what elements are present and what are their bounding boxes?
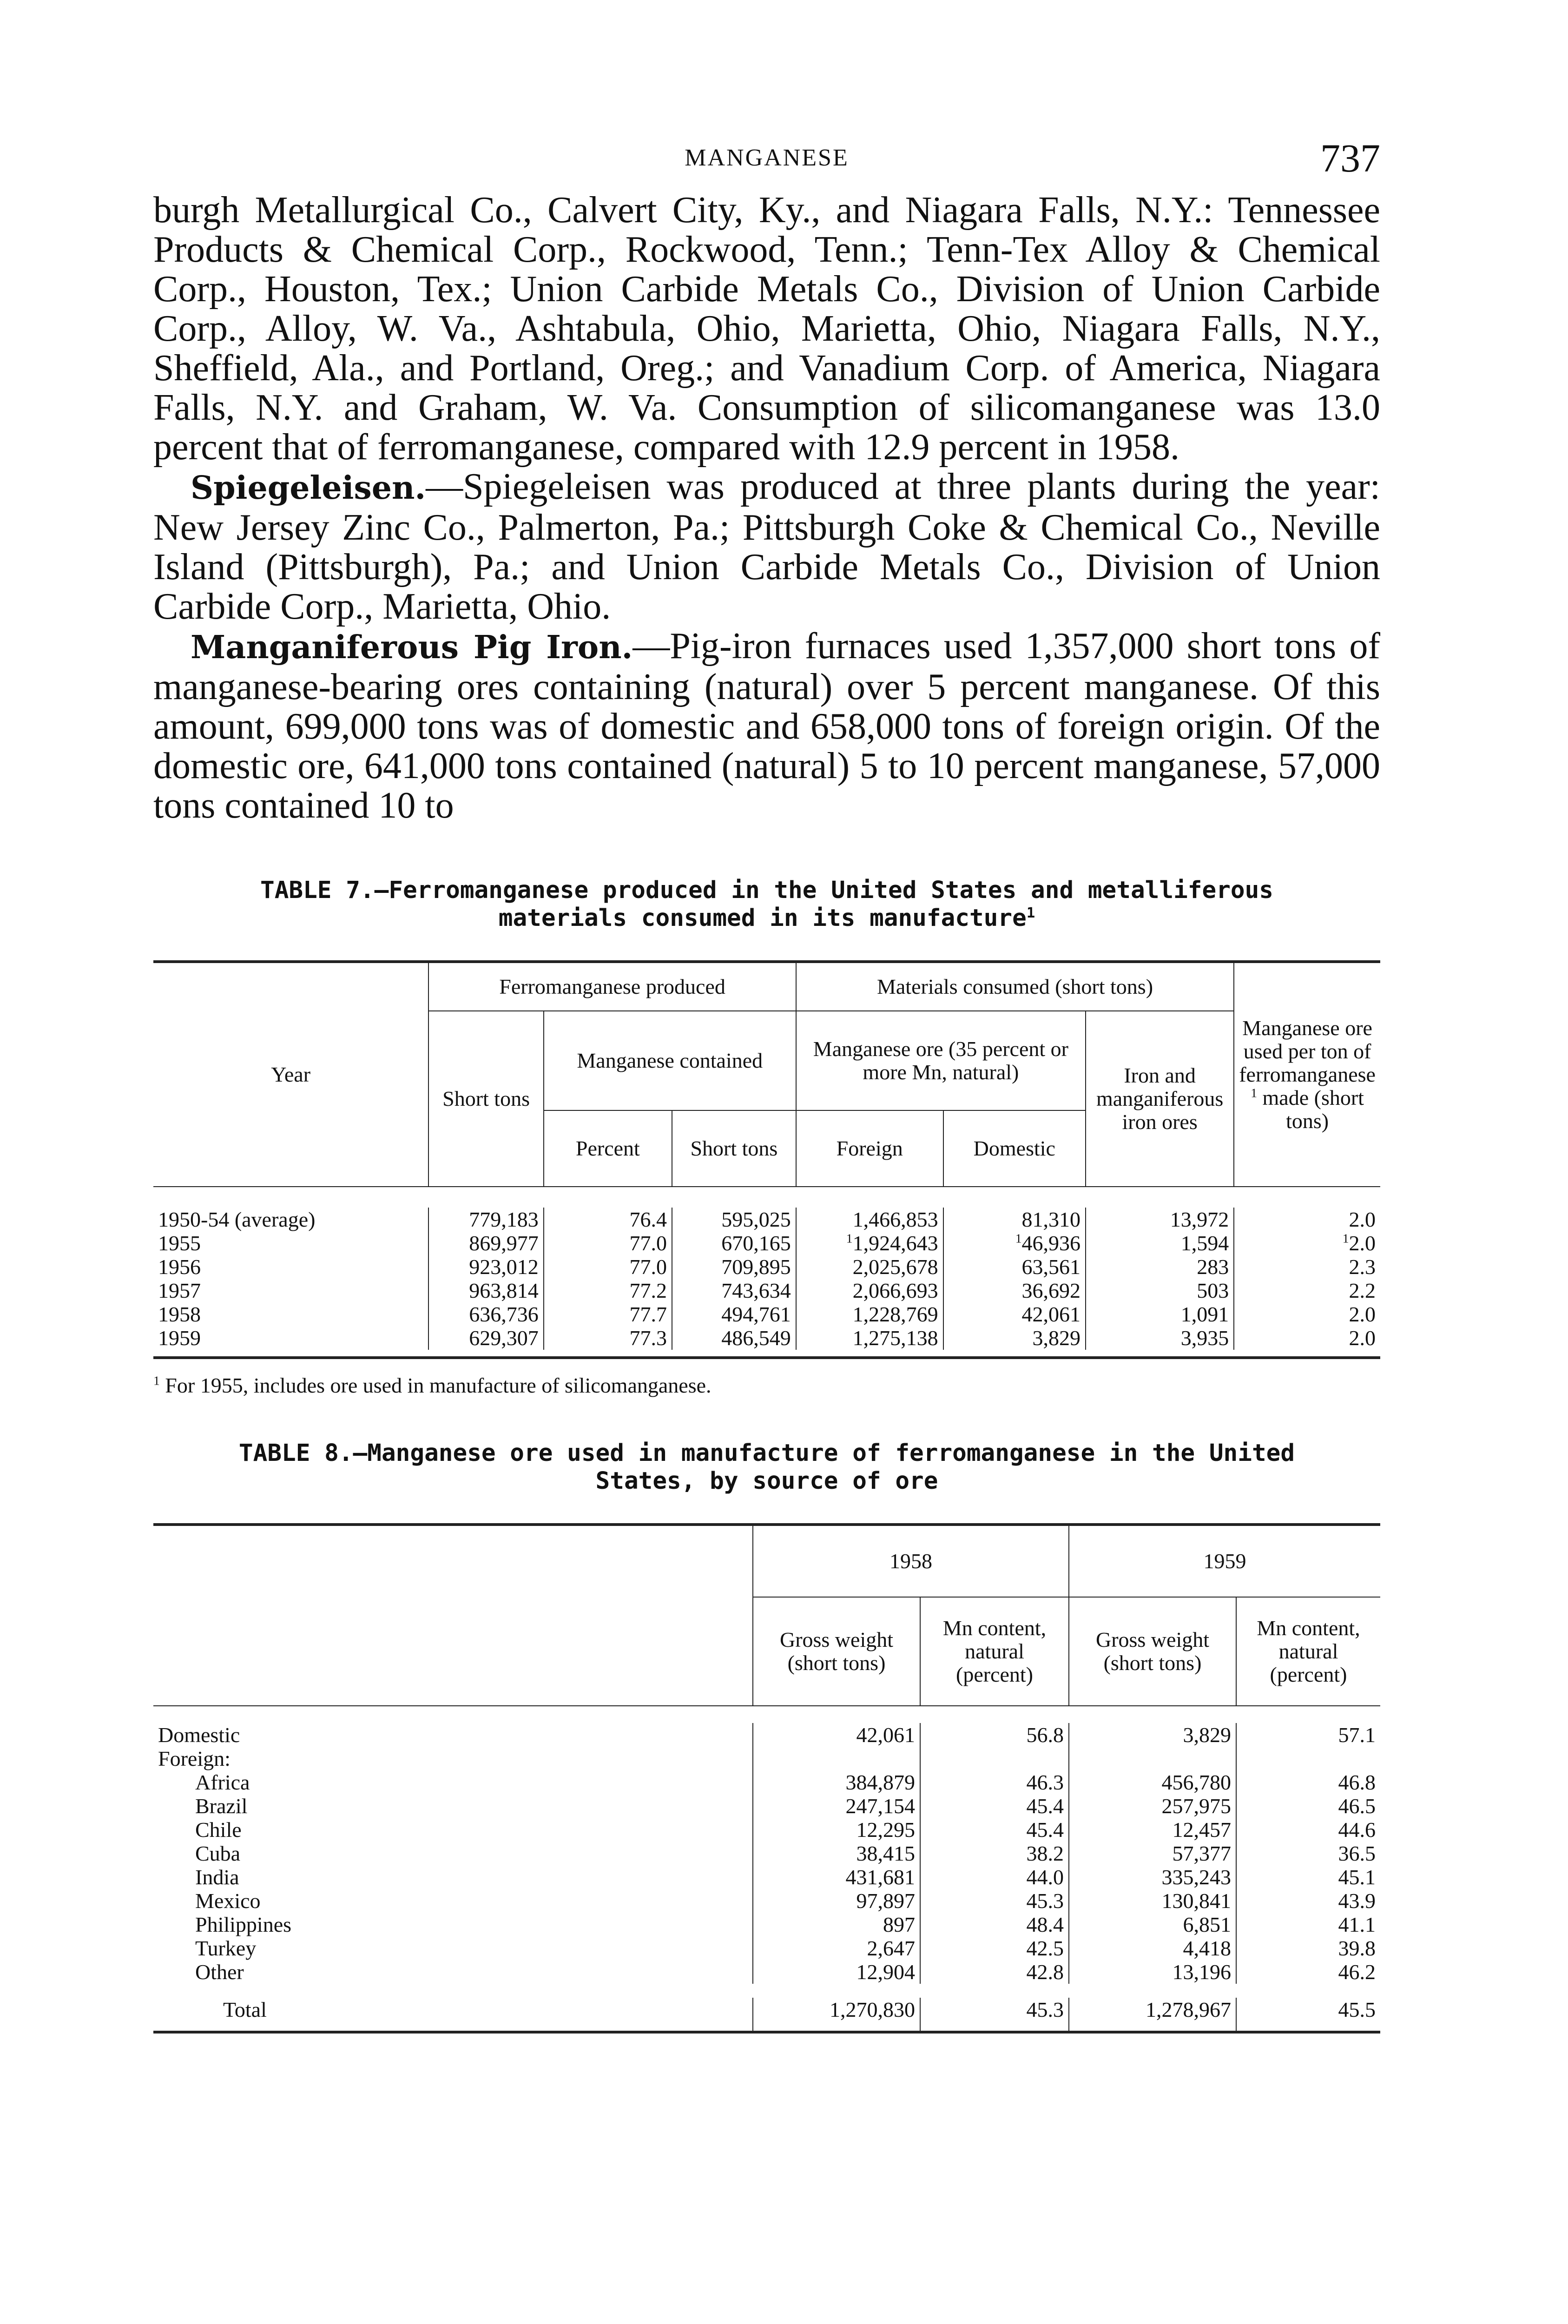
table7-foreign-value: 1,228,769 [852, 1302, 938, 1326]
running-title: MANGANESE [685, 145, 849, 171]
table7-header-mn-per-ton-text: Manganese ore used per ton of ferromanganese [1239, 1016, 1376, 1086]
table-row [153, 1279, 1380, 1302]
table7-per-ton-value: 2.2 [1349, 1279, 1376, 1302]
paragraph-2-text: —Spiegeleisen was produced at three plants during the year: New Jersey Zinc Co., Palmerton, Pa.; Pittsburgh Coke & Chemical Co., Neville Island (Pittsburgh), Pa.; and Union Carbide Metals Co., Division of Union Carbide Corp., Marietta, Ohio. [153, 466, 1380, 627]
table7-short-tons: 779,183 [428, 1208, 543, 1231]
table8-mn-1959: 46.5 [1236, 1794, 1380, 1818]
body-text [153, 191, 1380, 825]
table7-year: 1950-54 (average) [158, 1208, 316, 1231]
table-row [153, 1842, 1380, 1865]
table8-label: India [195, 1865, 239, 1889]
table7-percent: 76.4 [544, 1208, 672, 1231]
table7-title-note: 1 [1026, 905, 1035, 921]
page-number: 737 [1320, 136, 1380, 180]
table8-mn-1958: 38.2 [920, 1842, 1069, 1865]
table7-domestic-value: 81,310 [1021, 1208, 1081, 1231]
table8-header-1958: 1958 [753, 1525, 1069, 1597]
table8-gw-1958: 431,681 [753, 1865, 920, 1889]
table7-foreign-note: 1 [846, 1231, 853, 1246]
table7-mn-short-tons: 595,025 [672, 1208, 796, 1231]
table7-foreign [796, 1279, 943, 1302]
table7-iron: 503 [1086, 1279, 1234, 1302]
table8-mn-1959: 41.1 [1236, 1913, 1380, 1936]
table8-mn-1958: 45.3 [920, 1889, 1069, 1913]
table7-iron: 13,972 [1086, 1208, 1234, 1231]
table7-per-ton [1234, 1279, 1380, 1302]
table8-title [153, 1439, 1380, 1495]
table8-gw-1959: 456,780 [1069, 1770, 1236, 1794]
table8-mn-1958: 46.3 [920, 1770, 1069, 1794]
table7-domestic-note: 1 [1015, 1231, 1022, 1246]
table7-short-tons: 629,307 [428, 1326, 543, 1350]
table8-gw-1958: 12,295 [753, 1818, 920, 1842]
table-row [153, 1913, 1380, 1936]
table8-gw-1958: 384,879 [753, 1770, 920, 1794]
table8-gw-1958: 12,904 [753, 1960, 920, 1984]
table7-domestic-value: 42,061 [1021, 1302, 1081, 1326]
table7-iron: 283 [1086, 1255, 1234, 1279]
table7-domestic [943, 1231, 1086, 1255]
table7-header-mn-per-ton-tail: made (short tons) [1262, 1086, 1364, 1133]
table-row [153, 1865, 1380, 1889]
table8-spacer-2 [153, 1984, 1380, 1998]
table8-label: Foreign: [158, 1747, 231, 1770]
table8-gw-1958: 42,061 [753, 1723, 920, 1747]
table7-year: 1957 [158, 1279, 201, 1302]
table7-iron: 3,935 [1086, 1326, 1234, 1350]
table7-per-ton-value: 2.3 [1349, 1255, 1376, 1279]
table7-domestic [943, 1302, 1086, 1326]
table-row [153, 1770, 1380, 1794]
table8-mn-1959: 46.8 [1236, 1770, 1380, 1794]
table8-mn-1958: 42.5 [920, 1936, 1069, 1960]
table8-header-1959: 1959 [1069, 1525, 1380, 1597]
table7-title [153, 877, 1380, 932]
table7-mn-short-tons: 494,761 [672, 1302, 796, 1326]
table8-total-mn-1958: 45.3 [920, 1998, 1069, 2032]
table7-short-tons: 963,814 [428, 1279, 543, 1302]
table7-footnote [153, 1373, 1380, 1398]
table7-foreign [796, 1255, 943, 1279]
table8-gw-1958: 2,647 [753, 1936, 920, 1960]
table7-per-ton [1234, 1208, 1380, 1231]
table8-total-label: Total [223, 1998, 267, 2021]
table7-year: 1959 [158, 1326, 201, 1350]
table7-title-line1: TABLE 7.—Ferromanganese produced in the United States and metalliferous [260, 877, 1274, 904]
table8-mn-1958 [920, 1747, 1069, 1770]
table7-header-ferro-produced: Ferromanganese produced [428, 962, 796, 1011]
table7-per-ton [1234, 1231, 1380, 1255]
table8-label: Mexico [195, 1889, 261, 1913]
table8-gw-1959 [1069, 1747, 1236, 1770]
table-row [153, 1231, 1380, 1255]
table7-header-mn-per-ton [1234, 962, 1380, 1187]
table7-percent: 77.3 [544, 1326, 672, 1350]
table7-per-ton-value: 2.0 [1349, 1302, 1376, 1326]
table7-header-mn-ore: Manganese ore (35 percent or more Mn, natural) [796, 1011, 1086, 1110]
table-row [153, 1818, 1380, 1842]
table8-mn-1958: 56.8 [920, 1723, 1069, 1747]
table7-title-line2: materials consumed in its manufacture [498, 905, 1027, 932]
table7-per-ton-value: 2.0 [1349, 1208, 1376, 1231]
table7-foreign [796, 1302, 943, 1326]
table8-label: Turkey [195, 1936, 257, 1960]
table7-title-line2-wrap [153, 905, 1380, 932]
table8-mn-1958: 44.0 [920, 1865, 1069, 1889]
table8-gw-1959: 12,457 [1069, 1818, 1236, 1842]
table7-percent: 77.0 [544, 1255, 672, 1279]
table7-per-ton-value: 2.0 [1349, 1326, 1376, 1350]
table8-header-mn-content-1958: Mn content, natural (percent) [920, 1597, 1069, 1706]
table7-foreign [796, 1231, 943, 1255]
table8-label: Africa [195, 1770, 250, 1794]
table8-mn-1958: 42.8 [920, 1960, 1069, 1984]
table8-title-line2: States, by source of ore [595, 1467, 938, 1495]
table7-foreign-value: 1,924,643 [852, 1231, 938, 1255]
table8-gw-1959: 3,829 [1069, 1723, 1236, 1747]
table-row [153, 1255, 1380, 1279]
table8-mn-1959: 44.6 [1236, 1818, 1380, 1842]
table8-spacer [153, 1706, 1380, 1723]
table8-total-gw-1958: 1,270,830 [753, 1998, 920, 2032]
table7-per-ton [1234, 1326, 1380, 1350]
paragraph-2 [153, 467, 1380, 627]
table8-gw-1959: 130,841 [1069, 1889, 1236, 1913]
table-row [153, 1208, 1380, 1231]
table7-mn-short-tons: 486,549 [672, 1326, 796, 1350]
table8-mn-1958: 45.4 [920, 1794, 1069, 1818]
table7-percent: 77.2 [544, 1279, 672, 1302]
table7-percent: 77.0 [544, 1231, 672, 1255]
table7-percent: 77.7 [544, 1302, 672, 1326]
table8-total-mn-1959: 45.5 [1236, 1998, 1380, 2032]
table7-footnote-text: For 1955, includes ore used in manufacture of silicomanganese. [165, 1373, 712, 1397]
table7-year: 1955 [158, 1231, 201, 1255]
table7-header-year: Year [153, 962, 428, 1187]
table7-header-foreign: Foreign [796, 1110, 943, 1187]
table8-mn-1959: 43.9 [1236, 1889, 1380, 1913]
table8-title-line1: TABLE 8.—Manganese ore used in manufacture of ferromanganese in the United [238, 1439, 1295, 1467]
pig-iron-heading: Manganiferous Pig Iron. [191, 629, 633, 666]
table7-foreign-value: 2,066,693 [852, 1279, 938, 1302]
table8-label: Other [195, 1960, 244, 1984]
table8-gw-1959: 13,196 [1069, 1960, 1236, 1984]
table8-gw-1959: 6,851 [1069, 1913, 1236, 1936]
table8-gw-1958: 897 [753, 1913, 920, 1936]
table7-domestic [943, 1279, 1086, 1302]
table7-domestic [943, 1208, 1086, 1231]
table8-header-gross-weight-1958: Gross weight (short tons) [753, 1597, 920, 1706]
table7-footnote-mark: 1 [153, 1373, 160, 1388]
table8-gw-1959: 335,243 [1069, 1865, 1236, 1889]
table7-foreign [796, 1208, 943, 1231]
table8-gw-1959: 257,975 [1069, 1794, 1236, 1818]
table7-header-domestic: Domestic [943, 1110, 1086, 1187]
table8-gw-1958: 97,897 [753, 1889, 920, 1913]
table7-per-ton [1234, 1255, 1380, 1279]
table8-gw-1959: 57,377 [1069, 1842, 1236, 1865]
table8-mn-1959: 39.8 [1236, 1936, 1380, 1960]
table7-year: 1956 [158, 1255, 201, 1279]
table7-domestic [943, 1326, 1086, 1350]
table7-domestic [943, 1255, 1086, 1279]
table8-label: Brazil [195, 1794, 248, 1818]
table7-per-ton [1234, 1302, 1380, 1326]
table8-mn-1958: 48.4 [920, 1913, 1069, 1936]
table7-mn-short-tons: 670,165 [672, 1231, 796, 1255]
table8-label: Philippines [195, 1913, 292, 1936]
table7-bottom-rule [153, 1350, 1380, 1358]
table8 [153, 1523, 1380, 2034]
table7-short-tons: 869,977 [428, 1231, 543, 1255]
table-row [153, 1326, 1380, 1350]
table7-iron: 1,091 [1086, 1302, 1234, 1326]
table8-header-mn-content-1959: Mn content, natural (percent) [1236, 1597, 1380, 1706]
table-row [153, 1302, 1380, 1326]
table7-header-percent: Percent [544, 1110, 672, 1187]
table7-mn-short-tons: 743,634 [672, 1279, 796, 1302]
table7-foreign-value: 1,275,138 [852, 1326, 938, 1350]
table8-mn-1959: 45.1 [1236, 1865, 1380, 1889]
table8-gw-1958 [753, 1747, 920, 1770]
table8-mn-1959 [1236, 1747, 1380, 1770]
table-row [153, 1960, 1380, 1984]
table7 [153, 960, 1380, 1359]
table8-gw-1958: 38,415 [753, 1842, 920, 1865]
running-head [153, 135, 1380, 191]
table8-label: Cuba [195, 1842, 241, 1865]
table7-short-tons: 923,012 [428, 1255, 543, 1279]
table8-label: Chile [195, 1818, 242, 1842]
table8-total-gw-1959: 1,278,967 [1069, 1998, 1236, 2032]
spiegeleisen-heading: Spiegeleisen. [191, 469, 426, 507]
table7-mn-short-tons: 709,895 [672, 1255, 796, 1279]
table7-spacer [153, 1187, 1380, 1208]
paragraph-3-text: —Pig-iron furnaces used 1,357,000 short tons of manganese-bearing ores containing (natural) over 5 percent manganese. Of this amount, 699,000 tons was of domestic and 658,000 tons of foreign origin. Of the domestic ore, 641,000 tons contained (natural) 5 to 10 percent manganese, 57,000 tons contained 10 to [153, 626, 1380, 826]
table-row [153, 1794, 1380, 1818]
table7-header-materials-consumed: Materials consumed (short tons) [796, 962, 1234, 1011]
table7-per-ton-value: 2.0 [1349, 1231, 1376, 1255]
table-row [153, 1747, 1380, 1770]
table7-foreign-value: 2,025,678 [852, 1255, 938, 1279]
table7-domestic-value: 36,692 [1021, 1279, 1081, 1302]
paragraph-3 [153, 627, 1380, 825]
table7-foreign [796, 1326, 943, 1350]
page [153, 135, 1380, 2034]
table8-mn-1958: 45.4 [920, 1818, 1069, 1842]
table7-domestic-value: 46,936 [1021, 1231, 1081, 1255]
table7-header-short-tons: Short tons [428, 1011, 543, 1187]
paragraph-1: burgh Metallurgical Co., Calvert City, Ky., and Niagara Falls, N.Y.: Tennessee Products & Chemical Corp., Rockwood, Tenn.; Tenn-Tex Alloy & Chemical Corp., Houston, Tex.; Union Carbide Metals Co., Division of Union Carbide Corp., Alloy, W. Va., Ashtabula, Ohio, Marietta, Ohio, Niagara Falls, N.Y., Sheffield, Ala., and Portland, Oreg.; and Vanadium Corp. of America, Niagara Falls, N.Y. and Graham, W. Va. Consumption of silicomanganese was 13.0 percent that of ferromanganese, compared with 12.9 percent in 1958. [153, 190, 1380, 468]
table7-header-mn-short-tons: Short tons [672, 1110, 796, 1187]
table-row [153, 1889, 1380, 1913]
table8-mn-1959: 36.5 [1236, 1842, 1380, 1865]
table7-foreign-value: 1,466,853 [852, 1208, 938, 1231]
table7-domestic-value: 3,829 [1032, 1326, 1081, 1350]
table8-gw-1958: 247,154 [753, 1794, 920, 1818]
table7-year: 1958 [158, 1302, 201, 1326]
table8-total-row [153, 1998, 1380, 2032]
table7-short-tons: 636,736 [428, 1302, 543, 1326]
table-row [153, 1936, 1380, 1960]
table7-iron: 1,594 [1086, 1231, 1234, 1255]
table8-mn-1959: 57.1 [1236, 1723, 1380, 1747]
table-row [153, 1723, 1380, 1747]
table7-header-mn-contained: Manganese contained [544, 1011, 796, 1110]
table8-mn-1959: 46.2 [1236, 1960, 1380, 1984]
table7-header-iron-ores: Iron and manganiferous iron ores [1086, 1011, 1234, 1187]
table8-header-source [153, 1525, 753, 1706]
table7-header-mn-per-ton-note: 1 [1251, 1085, 1258, 1100]
table8-header-gross-weight-1959: Gross weight (short tons) [1069, 1597, 1236, 1706]
table7-per-ton-note: 1 [1342, 1231, 1349, 1246]
table7-domestic-value: 63,561 [1021, 1255, 1081, 1279]
table8-label: Domestic [158, 1723, 240, 1747]
table8-gw-1959: 4,418 [1069, 1936, 1236, 1960]
